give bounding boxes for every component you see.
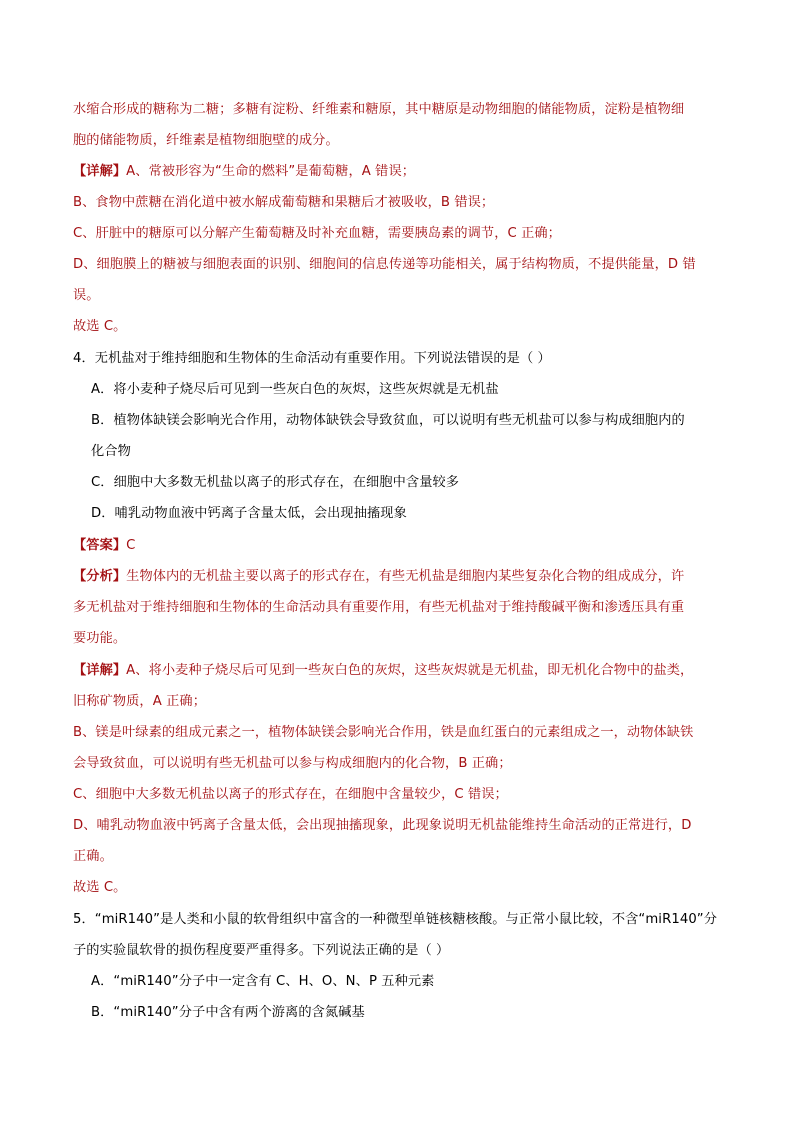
text-line [73,162,415,182]
detail-line [73,661,693,681]
detail-label: 【详解】 [73,663,127,678]
option-d: D．哺乳动物血液中钙离子含量太低，会出现抽搐现象 [91,506,407,521]
answer-line [73,536,135,556]
text-span: A、将小麦种子烧尽后可见到一些灰白色的灰烬，这些灰烬就是无机盐，即无机化合物中的盐类， [126,663,694,678]
text-line: 故选 C。 [73,880,127,895]
text-line: 旧称矿物质，A 正确； [73,694,206,709]
text-line: 水缩合形成的糖称为二糖；多糖有淀粉、纤维素和糖原，其中糖原是动物细胞的储能物质，淀粉是植物细 [73,102,685,117]
text-line: 胞的储能物质，纤维素是植物细胞壁的成分。 [73,133,339,148]
question-5-cont: 子的实验鼠软骨的损伤程度要严重得多。下列说法正确的是（ ） [73,943,450,958]
option-a: A．“miR140”分子中一定含有 C、H、O、N、P 五种元素 [91,974,435,989]
text-span: A、常被形容为“生命的燃料”是葡萄糖，A 错误； [126,164,416,179]
question-4: 4．无机盐对于维持细胞和生物体的生命活动有重要作用。下列说法错误的是（ ） [73,351,551,366]
text-line: 故选 C。 [73,319,127,334]
text-line: 多无机盐对于维持细胞和生物体的生命活动具有重要作用，有些无机盐对于维持酸碱平衡和渗透压具有重 [73,600,685,615]
answer-label: 【答案】 [73,538,127,553]
option-a: A．将小麦种子烧尽后可见到一些灰白色的灰烬，这些灰烬就是无机盐 [91,382,499,397]
text-span: 生物体内的无机盐主要以离子的形式存在，有些无机盐是细胞内某些复杂化合物的组成成分，许 [126,569,685,584]
option-b: B．“miR140”分子中含有两个游离的含氮碱基 [91,1005,365,1020]
detail-label: 【详解】 [73,164,127,179]
text-line: D、哺乳动物血液中钙离子含量太低，会出现抽搐现象，此现象说明无机盐能维持生命活动的正常进行，D [73,818,692,833]
text-line: C、肝脏中的糖原可以分解产生葡萄糖及时补充血糖，需要胰岛素的调节，C 正确； [73,226,561,241]
text-line: 要功能。 [73,631,127,646]
text-line: B、食物中蔗糖在消化道中被水解成葡萄糖和果糖后才被吸收，B 错误； [73,195,495,210]
option-b-cont: 化合物 [91,444,131,459]
text-line: 误。 [73,288,100,303]
text-line: C、细胞中大多数无机盐以离子的形式存在，在细胞中含量较少，C 错误； [73,787,508,802]
option-c: C．细胞中大多数无机盐以离子的形式存在，在细胞中含量较多 [91,475,460,490]
analysis-line [73,567,684,587]
answer-value: C [126,538,136,553]
text-line: 正确。 [73,849,113,864]
analysis-label: 【分析】 [73,569,127,584]
option-b: B．植物体缺镁会影响光合作用，动物体缺铁会导致贫血，可以说明有些无机盐可以参与构成细胞内的 [91,413,685,428]
question-5: 5．“miR140”是人类和小鼠的软骨组织中富含的一种微型单链核糖核酸。与正常小鼠比较，不含“miR140”分 [73,912,718,927]
text-line: 会导致贫血，可以说明有些无机盐可以参与构成细胞内的化合物，B 正确； [73,756,512,771]
text-line: B、镁是叶绿素的组成元素之一，植物体缺镁会影响光合作用，铁是血红蛋白的元素组成之一，动物体缺铁 [73,725,694,740]
text-line: D、细胞膜上的糖被与细胞表面的识别、细胞间的信息传递等功能相关，属于结构物质，不提供能量，D 错 [73,257,696,272]
